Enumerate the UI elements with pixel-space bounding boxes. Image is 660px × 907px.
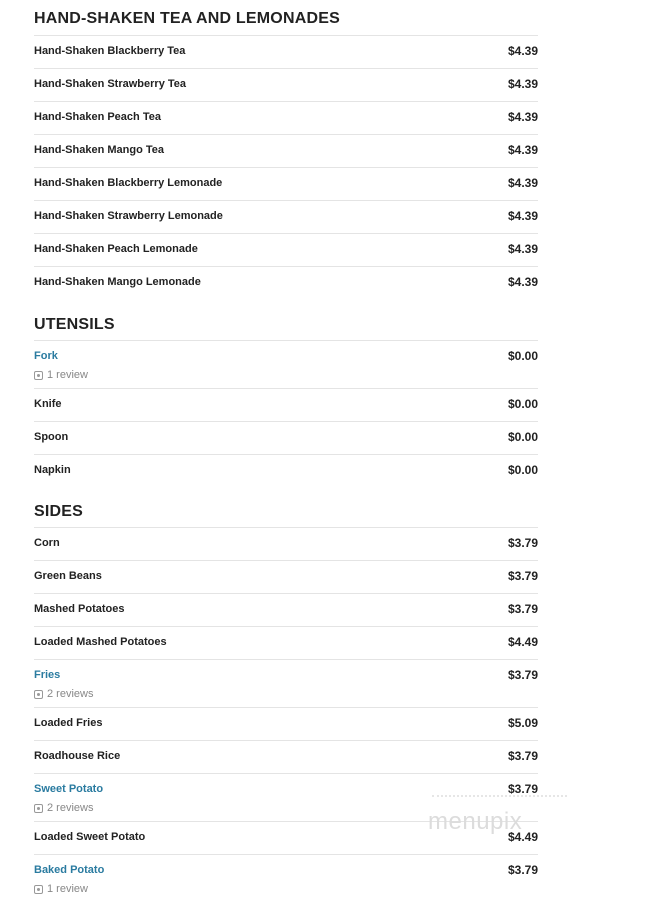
- review-count-label: 2 reviews: [47, 802, 94, 814]
- menu-item-name: Hand-Shaken Mango Lemonade: [34, 276, 201, 288]
- menu-item-name: Hand-Shaken Peach Tea: [34, 111, 161, 123]
- review-count[interactable]: [34, 802, 93, 814]
- menu-item-name: Hand-Shaken Strawberry Tea: [34, 78, 187, 90]
- menu-item-price: $3.79: [507, 668, 538, 682]
- review-count[interactable]: [34, 883, 88, 895]
- menu-item-name: Corn: [34, 537, 60, 549]
- menu-item-name: Hand-Shaken Peach Lemonade: [34, 243, 198, 255]
- menu-item-row: [34, 421, 538, 454]
- menu-item-price: $3.79: [507, 602, 538, 616]
- section-title: SIDES: [34, 503, 84, 520]
- review-count-label: 1 review: [47, 883, 88, 895]
- menu-item-link[interactable]: Fork: [34, 350, 58, 362]
- menu-item-price: $4.39: [507, 209, 538, 223]
- review-icon: [34, 690, 43, 699]
- menu-item-row: [34, 167, 538, 200]
- menu-item-price: $4.39: [507, 143, 538, 157]
- review-icon: [34, 804, 43, 813]
- section-title: HAND-SHAKEN TEA AND LEMONADES: [34, 10, 340, 27]
- menu-item-price: $0.00: [507, 463, 538, 477]
- menu-item-name: Roadhouse Rice: [34, 750, 121, 762]
- menu-item-row[interactable]: [34, 659, 538, 707]
- section-sides: [34, 503, 538, 902]
- section-title: UTENSILS: [34, 316, 115, 333]
- section-utensils: [34, 316, 538, 487]
- menu-item-row: [34, 740, 538, 773]
- menu-item-price: $0.00: [507, 397, 538, 411]
- menu-item-price: $3.79: [507, 749, 538, 763]
- menu-item-price: $4.39: [507, 77, 538, 91]
- menu-item-price: $5.09: [507, 716, 538, 730]
- menu-item-price: $3.79: [507, 863, 538, 877]
- menu-item-row: [34, 593, 538, 626]
- menu-item-price: $0.00: [507, 430, 538, 444]
- menu-item-price: $4.49: [507, 830, 538, 844]
- menu-item-name: Mashed Potatoes: [34, 603, 125, 615]
- menu-item-price: $4.39: [507, 242, 538, 256]
- menu-item-row: [34, 454, 538, 487]
- menu-item-name: Knife: [34, 398, 62, 410]
- menu-item-name: Loaded Sweet Potato: [34, 831, 146, 843]
- menu-item-link[interactable]: Sweet Potato: [34, 783, 104, 795]
- menu-item-price: $3.79: [507, 569, 538, 583]
- menu-item-row: [34, 35, 538, 68]
- menu-item-link[interactable]: Fries: [34, 669, 61, 681]
- menu-item-price: $3.79: [507, 782, 538, 796]
- menu-item-row: [34, 527, 538, 560]
- menu-item-row[interactable]: [34, 340, 538, 388]
- review-count-label: 2 reviews: [47, 688, 94, 700]
- menu-item-row: [34, 134, 538, 167]
- menu-item-name: Hand-Shaken Mango Tea: [34, 144, 164, 156]
- menu-item-name: Hand-Shaken Strawberry Lemonade: [34, 210, 223, 222]
- menu-item-name: Spoon: [34, 431, 69, 443]
- section-tea-lemonades: [34, 10, 538, 299]
- menu-item-link[interactable]: Baked Potato: [34, 864, 105, 876]
- menu-item-price: $3.79: [507, 536, 538, 550]
- menu-item-price: $0.00: [507, 349, 538, 363]
- review-count[interactable]: [34, 688, 93, 700]
- menu-item-name: Loaded Mashed Potatoes: [34, 636, 167, 648]
- menu-item-name: Green Beans: [34, 570, 102, 582]
- menu-item-row: [34, 266, 538, 299]
- review-icon: [34, 885, 43, 894]
- menu-item-row: [34, 233, 538, 266]
- menu-item-row: [34, 68, 538, 101]
- menu-item-row: [34, 200, 538, 233]
- menu-item-price: $4.39: [507, 275, 538, 289]
- review-count-label: 1 review: [47, 369, 88, 381]
- menu-item-name: Loaded Fries: [34, 717, 103, 729]
- menu-item-row: [34, 626, 538, 659]
- menu-item-name: Hand-Shaken Blackberry Lemonade: [34, 177, 223, 189]
- review-icon: [34, 371, 43, 380]
- review-count[interactable]: [34, 369, 88, 381]
- watermark-dots: [432, 795, 567, 797]
- menu-item-price: $4.49: [507, 635, 538, 649]
- menu-item-name: Hand-Shaken Blackberry Tea: [34, 45, 186, 57]
- menu-item-row: [34, 707, 538, 740]
- menu-item-price: $4.39: [507, 44, 538, 58]
- menu-item-name: Napkin: [34, 464, 71, 476]
- menu-item-price: $4.39: [507, 176, 538, 190]
- watermark-logo: menupix: [428, 808, 523, 835]
- menu-item-row[interactable]: [34, 854, 538, 902]
- menu-item-row: [34, 388, 538, 421]
- menu-item-price: $4.39: [507, 110, 538, 124]
- menu-item-row: [34, 101, 538, 134]
- menu-item-row: [34, 560, 538, 593]
